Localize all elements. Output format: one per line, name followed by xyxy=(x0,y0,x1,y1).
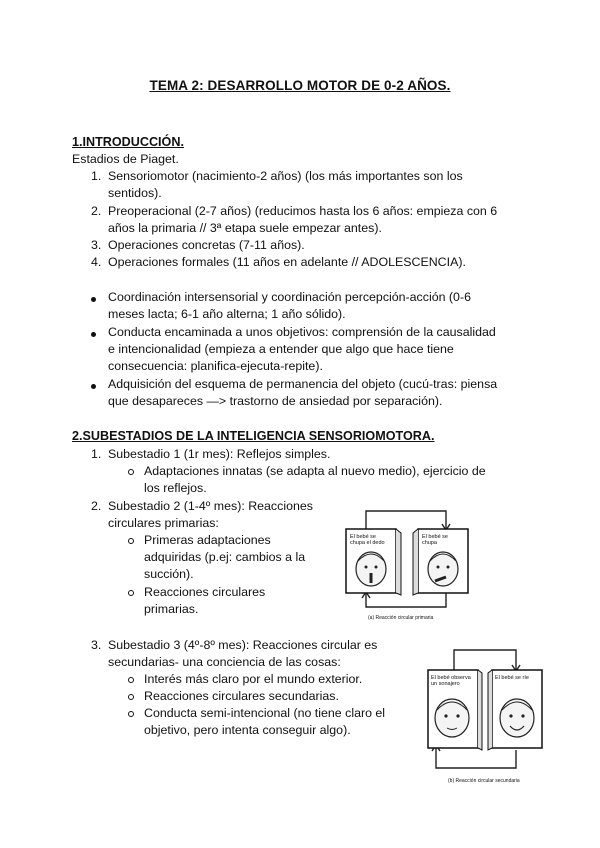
stage-text: Sensoriomotor (nacimiento-2 años) (los más importantes son los xyxy=(108,169,463,183)
substage-title: circulares primarias: xyxy=(108,516,219,530)
substage-item: Adaptaciones innatas (se adapta al nuevo medio), ejercicio de xyxy=(144,464,486,478)
bullet-text: Coordinación intersensorial y coordinación percepción-acción (0-6 xyxy=(108,290,471,304)
stage-number: 3. xyxy=(91,238,102,252)
substage-item: Reacciones circulares xyxy=(144,585,266,599)
bullet-icon xyxy=(91,332,96,337)
stage-text: Operaciones concretas (7-11 años). xyxy=(108,238,305,252)
stage-number: 2. xyxy=(91,204,102,218)
substage-title: Subestadio 1 (1r mes): Reflejos simples. xyxy=(108,447,331,461)
bullet-text: meses lacta; 6-1 año alterna; 1 año sólido). xyxy=(108,307,346,321)
substage-item: objetivo, pero intenta conseguir algo). xyxy=(144,723,351,737)
substage-title: Subestadio 2 (1-4º mes): Reacciones xyxy=(108,499,313,513)
bullet-text: que desapareces —> trastorno de ansiedad por separación). xyxy=(108,394,443,408)
figure-label: un sonajero xyxy=(431,681,460,687)
stage-number: 4. xyxy=(91,255,102,269)
bullet-text: consecuencia: planifica-ejecuta-repite). xyxy=(108,359,323,373)
substage-item: Primeras adaptaciones xyxy=(144,533,271,547)
bullet-text: Conducta encaminada a unos objetivos: comprensión de la causalidad xyxy=(108,325,496,339)
figure-secondary-circular-reaction xyxy=(424,640,544,790)
circle-bullet-icon xyxy=(128,538,134,544)
figure-caption: (a) Reacción circular primaria xyxy=(368,615,434,621)
circle-bullet-icon xyxy=(128,590,134,596)
bullet-icon xyxy=(91,384,96,389)
bullet-icon xyxy=(91,297,96,302)
substage-number: 3. xyxy=(91,638,102,652)
substage-item: Interés más claro por el mundo exterior. xyxy=(144,672,363,686)
stage-text: años la primaria // 3ª etapa suele empezar antes). xyxy=(108,221,382,235)
figure-label: chupa xyxy=(422,540,437,546)
substage-item: Reacciones circulares secundarias. xyxy=(144,689,339,703)
stage-text: Preoperacional (2-7 años) (reducimos hasta los 6 años: empieza con 6 xyxy=(108,204,498,218)
bullet-text: Adquisición del esquema de permanencia del objeto (cucú-tras: piensa xyxy=(108,377,498,391)
substage-item: Conducta semi-intencional (no tiene claro el xyxy=(144,706,386,720)
circle-bullet-icon xyxy=(128,469,134,475)
figure-label: chupa el dedo xyxy=(350,540,385,546)
substage-item: succión). xyxy=(144,567,194,581)
figure-primary-circular-reaction xyxy=(338,503,473,623)
figure-label: El bebé observa xyxy=(431,675,471,681)
section-heading-intro: 1.INTRODUCCIÓN. xyxy=(72,135,184,149)
figure-label: El bebé se xyxy=(422,534,448,540)
circle-bullet-icon xyxy=(128,677,134,683)
stage-number: 1. xyxy=(91,169,102,183)
intro-lead: Estadios de Piaget. xyxy=(72,152,179,166)
substage-title: secundarias- una conciencia de las cosas: xyxy=(108,655,341,669)
substage-title: Subestadio 3 (4º-8º mes): Reacciones circular es xyxy=(108,638,378,652)
substage-number: 1. xyxy=(91,447,102,461)
figure-caption: (b) Reacción circular secundaria xyxy=(448,778,520,784)
circle-bullet-icon xyxy=(128,694,134,700)
substage-number: 2. xyxy=(91,499,102,513)
figure-label: El bebé se xyxy=(350,534,376,540)
substage-item: primarias. xyxy=(144,602,199,616)
section-heading-substages: 2.SUBESTADIOS DE LA INTELIGENCIA SENSORIOMOTORA. xyxy=(72,429,435,443)
circle-bullet-icon xyxy=(128,711,134,717)
stage-text: Operaciones formales (11 años en adelante // ADOLESCENCIA). xyxy=(108,255,466,269)
substage-item: adquiridas (p.ej: cambios a la xyxy=(144,550,306,564)
bullet-text: e intencionalidad (empieza a entender que algo que hace tiene xyxy=(108,342,454,356)
stage-text: sentidos). xyxy=(108,186,162,200)
figure-label: El bebé se ríe xyxy=(495,675,529,681)
substage-item: los reflejos. xyxy=(144,481,207,495)
page-title: TEMA 2: DESARROLLO MOTOR DE 0-2 AÑOS. xyxy=(149,78,451,93)
